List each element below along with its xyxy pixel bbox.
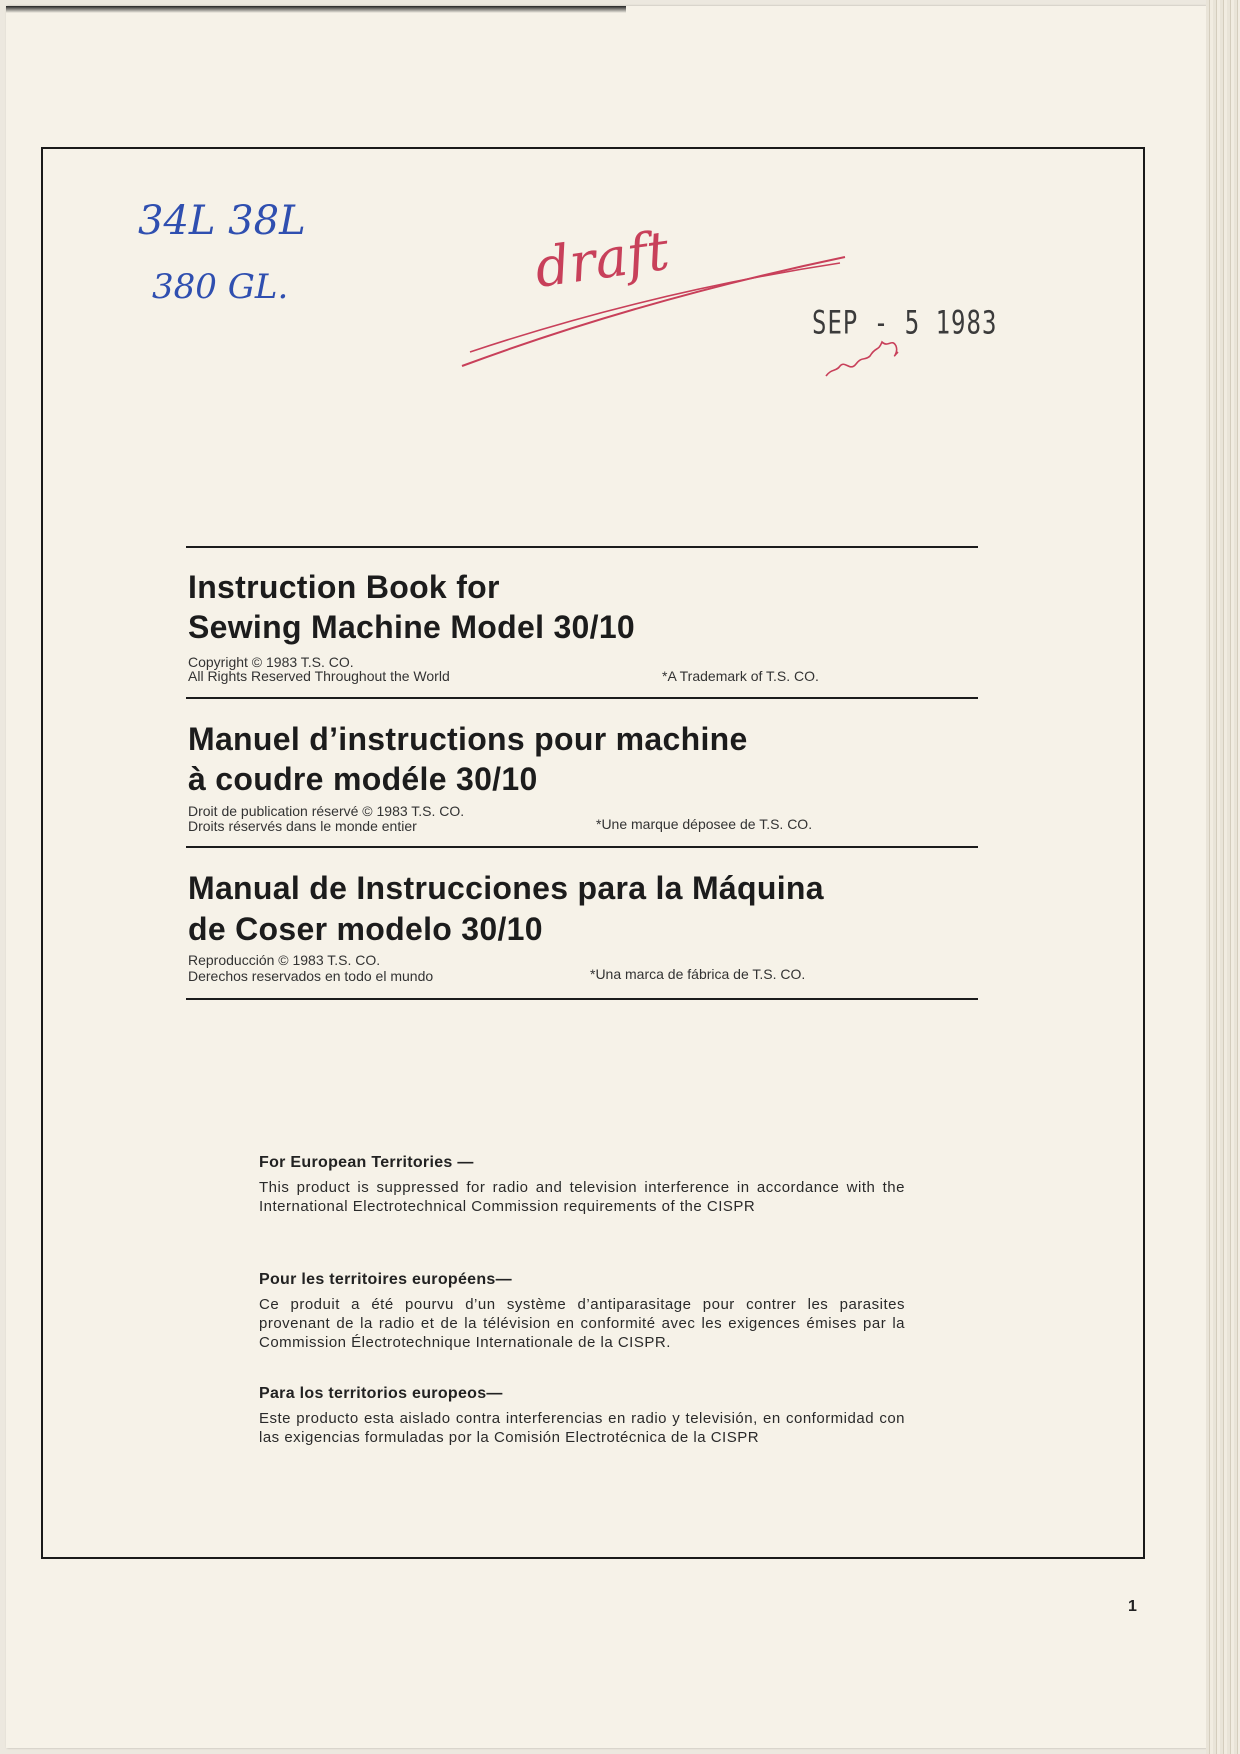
scan-shadow	[6, 6, 626, 13]
divider-rule	[186, 998, 978, 1000]
english-title-line2: Sewing Machine Model 30/10	[188, 609, 636, 645]
notice-heading-spanish: Para los territorios europeos—	[259, 1385, 503, 1402]
spanish-title-line2: de Coser modelo 30/10	[188, 911, 543, 947]
spanish-copyright: Reproducción © 1983 T.S. CO.	[188, 952, 381, 968]
english-trademark: *A Trademark of T.S. CO.	[662, 668, 819, 684]
page-stack-edge	[1206, 0, 1240, 1754]
handwritten-model-numbers-line1: 34L 38L	[138, 198, 306, 244]
english-title-line1: Instruction Book for	[188, 569, 500, 605]
handwritten-draft-note: draft	[531, 218, 673, 300]
divider-rule	[186, 846, 978, 848]
spanish-rights: Derechos reservados en todo el mundo	[188, 968, 434, 984]
notice-heading-french: Pour les territoires européens—	[259, 1271, 512, 1288]
notice-body-french: Ce produit a été pourvu d’un système d’antiparasitage pour contrer les parasites provenant de la radio et de la télévision en conformité avec les exigences émises par la Commission Électrotechnique Internationale de la CISPR.	[259, 1296, 905, 1351]
french-rights: Droits réservés dans le monde entier	[188, 818, 417, 834]
notice-body-english: This product is suppressed for radio and television interference in accordance with the International Electrotechnical Commission requirements of the CISPR	[259, 1179, 905, 1215]
notice-body-spanish: Este producto esta aislado contra interferencias en radio y televisión, en conformidad con las exigencias formuladas por la Comisión Electrotécnica de la CISPR	[259, 1410, 905, 1446]
french-trademark: *Une marque déposee de T.S. CO.	[596, 816, 813, 832]
date-stamp: SEP - 5 1983	[812, 304, 998, 342]
english-rights: All Rights Reserved Throughout the World	[188, 668, 450, 684]
french-copyright: Droit de publication réservé © 1983 T.S. CO.	[188, 803, 465, 819]
divider-rule	[186, 546, 978, 548]
french-title-line2: à coudre modéle 30/10	[188, 761, 538, 797]
notice-heading-english: For European Territories —	[259, 1154, 474, 1171]
divider-rule	[186, 697, 978, 699]
handwritten-model-numbers-line2: 380 GL.	[152, 267, 289, 307]
spanish-title-line1: Manual de Instrucciones para la Máquina	[188, 870, 824, 906]
french-title-line1: Manuel d’instructions pour machine	[188, 721, 748, 757]
english-copyright: Copyright © 1983 T.S. CO.	[188, 654, 354, 670]
spanish-trademark: *Una marca de fábrica de T.S. CO.	[590, 966, 806, 982]
page-number: 1	[1128, 1598, 1137, 1615]
